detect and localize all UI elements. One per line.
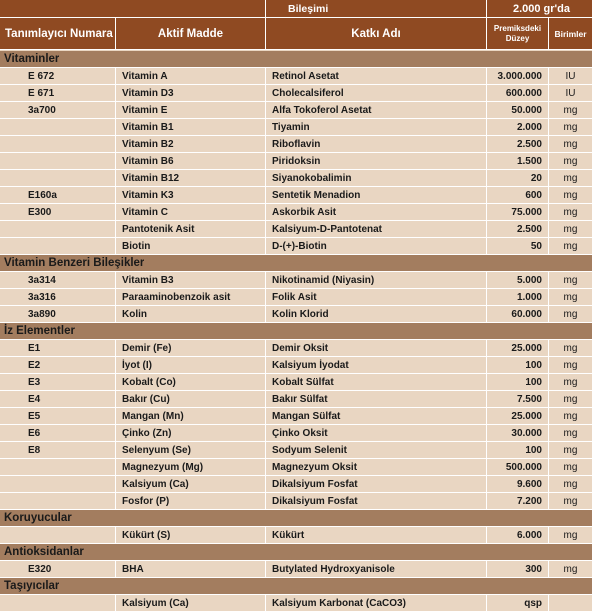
header-top-row (0, 0, 592, 18)
additive-cell: Cholecalsiferol (266, 85, 487, 101)
active-cell: Kalsiyum (Ca) (116, 476, 266, 492)
code-cell: E160a (0, 187, 116, 203)
code-cell (0, 459, 116, 475)
unit-cell: mg (563, 529, 578, 541)
table-row (0, 561, 592, 578)
code-cell: 3a890 (0, 306, 116, 322)
active-cell: Mangan (Mn) (116, 408, 266, 424)
table-row (0, 289, 592, 306)
additive-cell: Retinol Asetat (266, 68, 487, 84)
code-cell: E300 (0, 204, 116, 220)
section-header (0, 51, 592, 68)
section-header (0, 544, 592, 561)
additive-cell: Bakır Sülfat (266, 391, 487, 407)
additive-cell: Kalsiyum İyodat (266, 357, 487, 373)
additive-cell: Kolin Klorid (266, 306, 487, 322)
code-cell (0, 119, 116, 135)
code-cell: 3a314 (0, 272, 116, 288)
column-header-premix (487, 18, 549, 49)
table-row (0, 374, 592, 391)
additive-cell: Nikotinamid (Niyasin) (266, 272, 487, 288)
unit-cell: mg (563, 495, 578, 507)
code-cell (0, 476, 116, 492)
section-header (0, 255, 592, 272)
additive-cell: Riboflavin (266, 136, 487, 152)
value-cell: 25.000 (487, 340, 549, 356)
table-row (0, 187, 592, 204)
value-cell: 2.000 (487, 119, 549, 135)
section-title: İz Elementler (4, 325, 75, 337)
active-cell: Vitamin B12 (116, 170, 266, 186)
unit-cell: mg (563, 138, 578, 150)
unit-cell: mg (563, 240, 578, 252)
code-cell: 3a700 (0, 102, 116, 118)
additive-cell: Magnezyum Oksit (266, 459, 487, 475)
section-title: Taşıyıcılar (4, 580, 60, 592)
value-cell: 9.600 (487, 476, 549, 492)
table-row (0, 272, 592, 289)
code-cell: E1 (0, 340, 116, 356)
code-cell: E 672 (0, 68, 116, 84)
unit-cell: mg (563, 427, 578, 439)
dose-label: 2.000 gr'da (512, 2, 570, 15)
table-row (0, 391, 592, 408)
active-cell: Bakır (Cu) (116, 391, 266, 407)
unit-cell: mg (563, 206, 578, 218)
table-row (0, 306, 592, 323)
table-row (0, 170, 592, 187)
active-cell: Demir (Fe) (116, 340, 266, 356)
active-cell: Çinko (Zn) (116, 425, 266, 441)
value-cell: 100 (487, 374, 549, 390)
section-title: Vitaminler (4, 53, 60, 65)
table-row (0, 442, 592, 459)
unit-cell: mg (563, 393, 578, 405)
table-row (0, 85, 592, 102)
code-cell (0, 153, 116, 169)
value-cell: 500.000 (487, 459, 549, 475)
table-row (0, 238, 592, 255)
value-cell: 600.000 (487, 85, 549, 101)
compound-label: Bileşimi (266, 0, 487, 17)
table-row (0, 68, 592, 85)
unit-cell: mg (563, 444, 578, 456)
table-row (0, 204, 592, 221)
additive-cell: Kobalt Sülfat (266, 374, 487, 390)
value-cell: 20 (487, 170, 549, 186)
table-row (0, 408, 592, 425)
unit-cell: mg (563, 461, 578, 473)
premix-label-line2: Düzey (505, 33, 530, 43)
unit-cell: mg (563, 223, 578, 235)
value-cell: 50 (487, 238, 549, 254)
table-row (0, 527, 592, 544)
section-title: Vitamin Benzeri Bileşikler (4, 257, 145, 269)
additive-cell: Demir Oksit (266, 340, 487, 356)
table-row (0, 459, 592, 476)
additive-cell: Çinko Oksit (266, 425, 487, 441)
value-cell: 25.000 (487, 408, 549, 424)
code-cell: E5 (0, 408, 116, 424)
unit-cell: IU (565, 70, 576, 82)
additive-cell: Folik Asit (266, 289, 487, 305)
column-header-additive: Katkı Adı (266, 18, 487, 49)
unit-cell: mg (563, 376, 578, 388)
value-cell: 7.500 (487, 391, 549, 407)
active-cell: Kalsiyum (Ca) (116, 595, 266, 611)
active-cell: Vitamin A (116, 68, 266, 84)
unit-cell: mg (563, 104, 578, 116)
unit-cell: mg (563, 342, 578, 354)
code-cell: E6 (0, 425, 116, 441)
unit-cell: mg (563, 478, 578, 490)
table-row (0, 340, 592, 357)
table-row (0, 425, 592, 442)
code-cell (0, 170, 116, 186)
value-cell: 6.000 (487, 527, 549, 543)
unit-cell: IU (565, 87, 576, 99)
table-row (0, 493, 592, 510)
active-cell: Vitamin B3 (116, 272, 266, 288)
active-cell: Magnezyum (Mg) (116, 459, 266, 475)
unit-cell: mg (563, 189, 578, 201)
unit-cell: mg (563, 274, 578, 286)
section-title: Koruyucular (4, 512, 72, 524)
code-cell: E3 (0, 374, 116, 390)
active-cell: Vitamin E (116, 102, 266, 118)
code-cell: E2 (0, 357, 116, 373)
unit-cell (549, 595, 592, 611)
section-header (0, 578, 592, 595)
active-cell: Kolin (116, 306, 266, 322)
column-header-active: Aktif Madde (116, 18, 266, 49)
additive-cell: Kalsiyum-D-Pantotenat (266, 221, 487, 237)
table-row (0, 136, 592, 153)
value-cell: 60.000 (487, 306, 549, 322)
value-cell: 2.500 (487, 136, 549, 152)
active-cell: Selenyum (Se) (116, 442, 266, 458)
table-row (0, 221, 592, 238)
value-cell: 2.500 (487, 221, 549, 237)
active-cell: Vitamin K3 (116, 187, 266, 203)
active-cell: Vitamin B6 (116, 153, 266, 169)
value-cell: 1.000 (487, 289, 549, 305)
value-cell: 100 (487, 442, 549, 458)
unit-cell: mg (563, 172, 578, 184)
active-cell: Paraaminobenzoik asit (116, 289, 266, 305)
unit-cell: mg (563, 410, 578, 422)
value-cell: 1.500 (487, 153, 549, 169)
active-cell: Vitamin B2 (116, 136, 266, 152)
additive-cell: Mangan Sülfat (266, 408, 487, 424)
additive-cell: Butylated Hydroxyanisole (266, 561, 487, 577)
code-cell (0, 221, 116, 237)
value-cell: 3.000.000 (487, 68, 549, 84)
additive-cell: Kükürt (266, 527, 487, 543)
value-cell: 7.200 (487, 493, 549, 509)
value-cell: 100 (487, 357, 549, 373)
header-columns-row (0, 18, 592, 50)
unit-cell: mg (563, 291, 578, 303)
code-cell (0, 136, 116, 152)
code-cell (0, 238, 116, 254)
table-row (0, 476, 592, 493)
section-title: Antioksidanlar (4, 546, 84, 558)
premix-label-line1: Premiksdeki (493, 23, 542, 33)
active-cell: Vitamin D3 (116, 85, 266, 101)
code-cell: E320 (0, 561, 116, 577)
additive-cell: Siyanokobalimin (266, 170, 487, 186)
additive-cell: Sentetik Menadion (266, 187, 487, 203)
additive-cell: Piridoksin (266, 153, 487, 169)
value-cell: 30.000 (487, 425, 549, 441)
table-row (0, 153, 592, 170)
additive-cell: Tiyamin (266, 119, 487, 135)
table-row (0, 119, 592, 136)
value-cell: qsp (487, 595, 549, 611)
unit-cell: mg (563, 359, 578, 371)
additive-cell: Dikalsiyum Fosfat (266, 476, 487, 492)
table-row (0, 102, 592, 119)
code-cell (0, 527, 116, 543)
code-cell (0, 595, 116, 611)
column-header-code: Tanımlayıcı Numara (0, 18, 116, 49)
code-cell: E 671 (0, 85, 116, 101)
unit-cell: mg (563, 308, 578, 320)
section-header (0, 323, 592, 340)
active-cell: Pantotenik Asit (116, 221, 266, 237)
active-cell: Kobalt (Co) (116, 374, 266, 390)
value-cell: 50.000 (487, 102, 549, 118)
code-cell (0, 493, 116, 509)
value-cell: 300 (487, 561, 549, 577)
active-cell: İyot (I) (116, 357, 266, 373)
additive-cell: Alfa Tokoferol Asetat (266, 102, 487, 118)
column-header-unit: Birimler (554, 28, 587, 39)
active-cell: Vitamin B1 (116, 119, 266, 135)
unit-cell: mg (563, 121, 578, 133)
table-row (0, 357, 592, 374)
code-cell: E8 (0, 442, 116, 458)
additive-cell: Sodyum Selenit (266, 442, 487, 458)
unit-cell: mg (563, 155, 578, 167)
header-blank-cell (0, 0, 266, 17)
active-cell: Kükürt (S) (116, 527, 266, 543)
active-cell: Vitamin C (116, 204, 266, 220)
value-cell: 75.000 (487, 204, 549, 220)
active-cell: BHA (116, 561, 266, 577)
active-cell: Biotin (116, 238, 266, 254)
additive-cell: Kalsiyum Karbonat (CaCO3) (266, 595, 487, 611)
additive-cell: D-(+)-Biotin (266, 238, 487, 254)
additive-cell: Askorbik Asit (266, 204, 487, 220)
section-header (0, 510, 592, 527)
active-cell: Fosfor (P) (116, 493, 266, 509)
value-cell: 5.000 (487, 272, 549, 288)
value-cell: 600 (487, 187, 549, 203)
code-cell: 3a316 (0, 289, 116, 305)
unit-cell: mg (563, 563, 578, 575)
additive-cell: Dikalsiyum Fosfat (266, 493, 487, 509)
code-cell: E4 (0, 391, 116, 407)
